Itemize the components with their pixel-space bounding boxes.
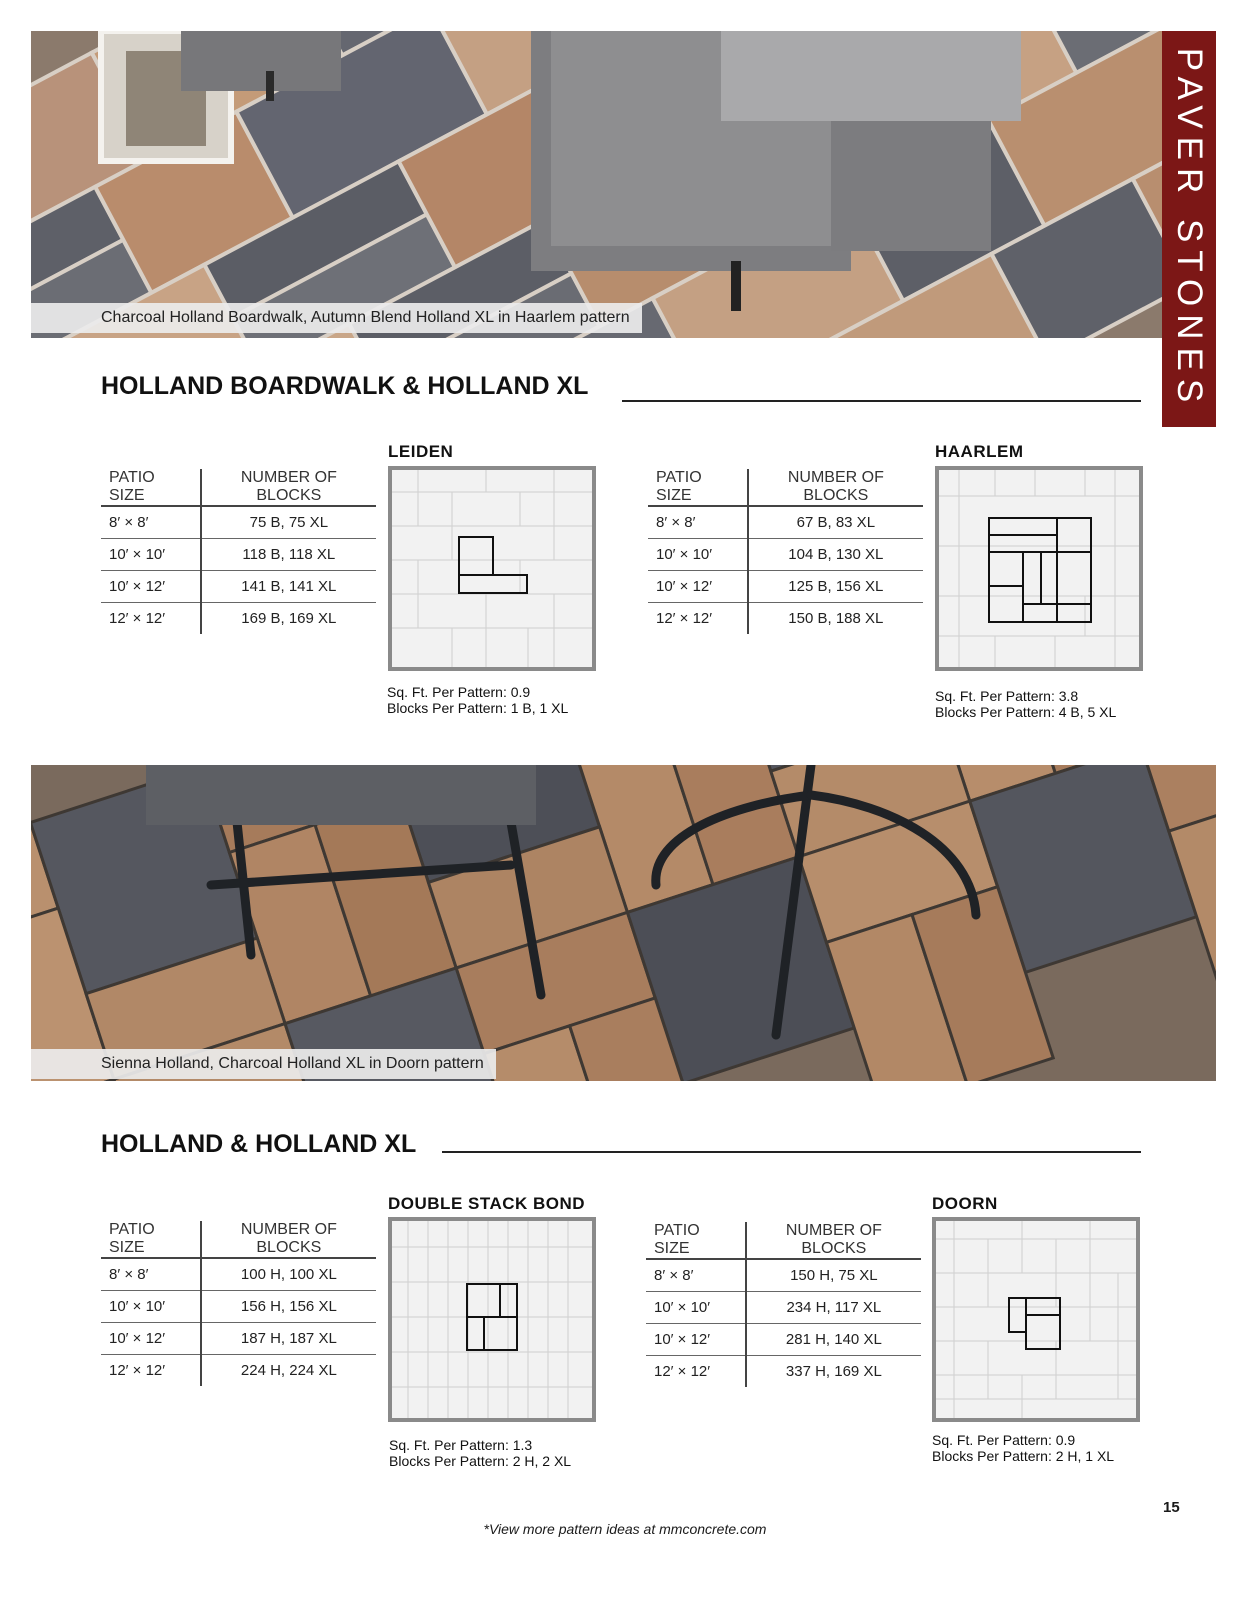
page-number: 15: [1163, 1499, 1180, 1516]
cell-size: 10′ × 10′: [101, 539, 201, 571]
patio-table-double-stack: [101, 1221, 376, 1386]
cell-blocks: 125 B, 156 XL: [748, 571, 923, 603]
section-title-1: HOLLAND BOARDWALK & HOLLAND XL: [101, 372, 589, 400]
cell-blocks: 118 B, 118 XL: [201, 539, 376, 571]
cell-size: 8′ × 8′: [646, 1259, 746, 1292]
cell-blocks: 150 B, 188 XL: [748, 603, 923, 635]
cell-size: 10′ × 10′: [101, 1291, 201, 1323]
cell-blocks: 150 H, 75 XL: [746, 1259, 921, 1292]
double-stack-bond-diagram: [388, 1217, 596, 1422]
pattern-name-leiden: LEIDEN: [388, 442, 454, 461]
header-patio-size: PATIO SIZE: [646, 1222, 746, 1259]
cell-blocks: 100 H, 100 XL: [201, 1258, 376, 1291]
header-number-of-blocks: NUMBER OF BLOCKS: [201, 469, 376, 506]
section-tab: [1162, 31, 1216, 427]
patio-photo-bottom: [31, 765, 1216, 1081]
cell-size: 12′ × 12′: [109, 610, 166, 627]
blocks-per-pattern: Blocks Per Pattern: 1 B, 1 XL: [387, 700, 569, 716]
pattern-name-haarlem: HAARLEM: [935, 442, 1024, 461]
photo-caption-bottom: Sienna Holland, Charcoal Holland XL in Doorn pattern: [31, 1049, 496, 1079]
cell-size: 10′ × 12′: [648, 571, 748, 603]
cell-size: 12′ × 12′: [654, 1363, 711, 1380]
section-tab-label: PAVER STONES: [1170, 47, 1209, 411]
title-rule-1: [622, 400, 1141, 402]
cell-size: 8′ × 8′: [101, 1258, 201, 1291]
cell-size: 10′ × 10′: [646, 1292, 746, 1324]
header-patio-size: PATIO SIZE: [648, 469, 748, 506]
cell-blocks: 281 H, 140 XL: [746, 1324, 921, 1356]
cell-size: 12′ × 12′: [109, 1362, 166, 1379]
header-patio-size: PATIO SIZE: [101, 469, 201, 506]
cell-size: 12′ × 12′: [656, 610, 713, 627]
leiden-pattern-diagram: [388, 466, 596, 671]
cell-blocks: 141 B, 141 XL: [201, 571, 376, 603]
cell-size: 8′ × 8′: [648, 506, 748, 539]
header-number-of-blocks: NUMBER OF BLOCKS: [201, 1221, 376, 1258]
sqft-per-pattern: Sq. Ft. Per Pattern: 0.9: [932, 1432, 1076, 1448]
header-number-of-blocks: NUMBER OF BLOCKS: [746, 1222, 921, 1259]
patio-table-doorn: [646, 1222, 921, 1387]
doorn-pattern-diagram: [932, 1217, 1140, 1422]
sqft-per-pattern: Sq. Ft. Per Pattern: 3.8: [935, 688, 1079, 704]
cell-size: 10′ × 10′: [648, 539, 748, 571]
sqft-per-pattern: Sq. Ft. Per Pattern: 1.3: [389, 1437, 533, 1453]
footer-note: *View more pattern ideas at mmconcrete.com: [483, 1521, 767, 1537]
cell-blocks: 75 B, 75 XL: [201, 506, 376, 539]
cell-blocks: 169 B, 169 XL: [201, 603, 376, 635]
haarlem-pattern-diagram: [935, 466, 1143, 671]
section-title-2: HOLLAND & HOLLAND XL: [101, 1130, 417, 1158]
photo-caption-top: Charcoal Holland Boardwalk, Autumn Blend Holland XL in Haarlem pattern: [31, 303, 642, 333]
cell-size: 8′ × 8′: [101, 506, 201, 539]
pattern-info-haarlem: [935, 688, 1116, 720]
pattern-name-double-stack-bond: DOUBLE STACK BOND: [388, 1194, 586, 1213]
cell-blocks: 104 B, 130 XL: [748, 539, 923, 571]
cell-size: 10′ × 12′: [101, 1323, 201, 1355]
header-patio-size: PATIO SIZE: [101, 1221, 201, 1258]
blocks-per-pattern: Blocks Per Pattern: 2 H, 1 XL: [932, 1448, 1115, 1464]
pattern-info-doorn: [932, 1432, 1114, 1464]
patio-photo-top: [31, 31, 1162, 338]
cell-blocks: 234 H, 117 XL: [746, 1292, 921, 1324]
cell-blocks: 337 H, 169 XL: [746, 1356, 921, 1388]
cell-size: 10′ × 12′: [646, 1324, 746, 1356]
cell-size: 10′ × 12′: [101, 571, 201, 603]
cell-blocks: 224 H, 224 XL: [201, 1355, 376, 1387]
patio-table-haarlem: [648, 469, 923, 634]
blocks-per-pattern: Blocks Per Pattern: 4 B, 5 XL: [935, 704, 1117, 720]
patio-table-leiden: [101, 469, 376, 634]
sqft-per-pattern: Sq. Ft. Per Pattern: 0.9: [387, 684, 531, 700]
header-number-of-blocks: NUMBER OF BLOCKS: [748, 469, 923, 506]
pattern-info-leiden: [387, 684, 568, 716]
cell-blocks: 156 H, 156 XL: [201, 1291, 376, 1323]
cell-blocks: 67 B, 83 XL: [748, 506, 923, 539]
blocks-per-pattern: Blocks Per Pattern: 2 H, 2 XL: [389, 1453, 572, 1469]
cell-blocks: 187 H, 187 XL: [201, 1323, 376, 1355]
pattern-name-doorn: DOORN: [932, 1194, 998, 1213]
title-rule-2: [442, 1151, 1141, 1153]
pattern-info-double-stack: [389, 1437, 571, 1469]
